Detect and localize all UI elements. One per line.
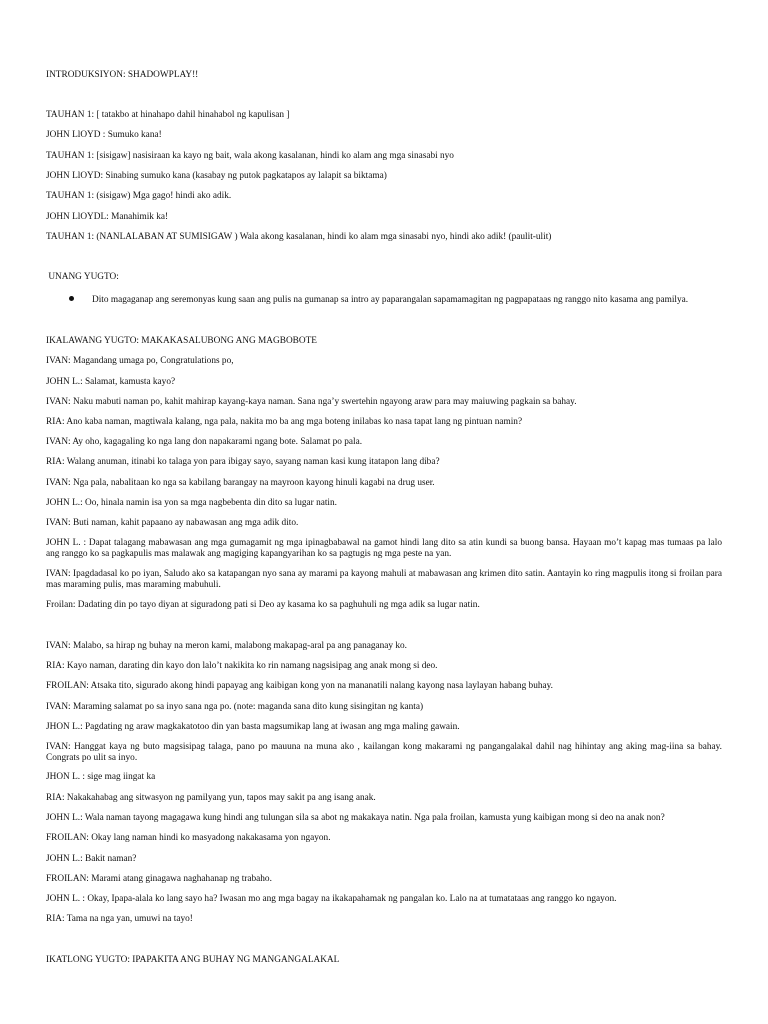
dialogue-line: JHON L.: Pagdating ng araw magkakatotoo din yan basta magsumikap lang at iwasan ang mga maling gawain. [46,722,460,732]
dialogue-line: IVAN: Magandang umaga po, Congratulations po, [46,356,234,366]
unang-heading: UNANG YUGTO: [46,272,119,282]
unang-bullet-text: Dito magaganap ang seremonyas kung saan ang pulis na gumanap sa intro ay paparangalan sapamamagitan ng pagpapataas ng ranggo nito kasama ang pamilya. [92,295,689,305]
dialogue-line: IVAN: Hanggat kaya ng buto magsisipag talaga, pano po mauuna na muna ako , kailangan kong makarami ng pangangalakal dahil nag hihintay ang aking mag-iina sa bahay. Congrats po ulit sa inyo. [46,742,722,763]
dialogue-line: TAUHAN 1: (sisigaw) Mga gago! hindi ako adik. [46,191,232,201]
dialogue-line: JOHN L.: Salamat, kamusta kayo? [46,377,176,387]
dialogue-line: TAUHAN 1: [sisigaw] nasisiraan ka kayo ng bait, wala akong kasalanan, hindi ko alam ang mga sinasabi nyo [46,151,454,161]
dialogue-line: JOHN L.: Wala naman tayong magagawa kung hindi ang tulungan sila sa abot ng makakaya natin. Nga pala froilan, kamusta yung kaibigan mong si deo na anak non? [46,813,665,823]
dialogue-line: RIA: Kayo naman, darating din kayo don lalo’t nakikita ko rin namang nagsisipag ang anak mong si deo. [46,661,438,671]
dialogue-line: IVAN: Ay oho, kagagaling ko nga lang don napakarami ngang bote. Salamat po pala. [46,437,363,447]
dialogue-line: Froilan: Dadating din po tayo diyan at siguradong pati si Deo ay kasama ko sa paghuhuli ng mga adik sa lugar natin. [46,600,480,610]
dialogue-line: TAUHAN 1: (NANLALABAN AT SUMISIGAW ) Wala akong kasalanan, hindi ko alam mga sinasabi nyo, hindi ako adik! (paulit-ulit) [46,232,552,242]
ikatlong-heading: IKATLONG YUGTO: IPAPAKITA ANG BUHAY NG MANGANGALAKAL [46,955,340,965]
dialogue-line: IVAN: Maraming salamat po sa inyo sana nga po. (note: maganda sana dito kung sisingitan ng kanta) [46,702,424,712]
intro-heading: INTRODUKSIYON: SHADOWPLAY!! [46,70,199,80]
dialogue-line: RIA: Nakakahabag ang sitwasyon ng pamilyang yun, tapos may sakit pa ang isang anak. [46,793,376,803]
dialogue-line: JOHN LlOYD : Sumuko kana! [46,130,162,140]
dialogue-line: IVAN: Malabo, sa hirap ng buhay na meron kami, malabong makapag-aral pa ang panaganay ko. [46,641,407,651]
dialogue-line: FROILAN: Marami atang ginagawa naghahanap ng trabaho. [46,874,272,884]
dialogue-line: FROILAN: Atsaka tito, sigurado akong hindi papayag ang kaibigan kong yon na mananatili nalang kayong nasa laylayan habang buhay. [46,681,553,691]
dialogue-line: IVAN: Nga pala, nabalitaan ko nga sa kabilang barangay na mayroon kayong hinuli kagabi na drug user. [46,478,435,488]
dialogue-line: IVAN: Ipagdadasal ko po iyan, Saludo ako sa katapangan nyo sana ay marami pa kayong mahuli at mabawasan ang krimen dito satin. Aantayin ko ring magpulis itong si froilan para mas maraming pulis, mas maraming mabuhuli. [46,569,722,590]
dialogue-line: TAUHAN 1: [ tatakbo at hinahapo dahil hinahabol ng kapulisan ] [46,110,290,120]
dialogue-line: JOHN L.: Oo, hinala namin isa yon sa mga nagbebenta din dito sa lugar natin. [46,498,337,508]
dialogue-line: JOHN L.: Bakit naman? [46,854,137,864]
dialogue-line: JOHN L. : Dapat talagang mabawasan ang mga gumagamit ng mga ipinagbabawal na gamot hindi lang dito sa atin kundi sa buong bansa. Hayaan mo’t kapag mas tumaas pa lalo ang ranggo ko sa pagkapulis mas malawak ang magiging kapangyarihan ko sa pagtugis ng mga peste na yan. [46,538,722,559]
ikalawang-heading: IKALAWANG YUGTO: MAKAKASALUBONG ANG MAGBOBOTE [46,336,317,346]
dialogue-line: JOHN LlOYD: Sinabing sumuko kana (kasabay ng putok pagkatapos ay lalapit sa biktama) [46,171,387,181]
dialogue-line: RIA: Ano kaba naman, magtiwala kalang, nga pala, nakita mo ba ang mga boteng inilabas ko nasa tapat lang ng pintuan namin? [46,417,523,427]
dialogue-line: IVAN: Buti naman, kahit papaano ay nabawasan ang mga adik dito. [46,518,299,528]
bullet-icon [69,296,74,301]
dialogue-line: FROILAN: Okay lang naman hindi ko masyadong nakakasama yon ngayon. [46,833,331,843]
dialogue-line: RIA: Tama na nga yan, umuwi na tayo! [46,914,193,924]
dialogue-line: JOHN LlOYDL: Manahimik ka! [46,212,169,222]
dialogue-line: JOHN L. : Okay, Ipapa-alala ko lang sayo ha? Iwasan mo ang mga bagay na ikakapahamak ng pangalan ko. Lalo na at tumatataas ang ranggo ko ngayon. [46,894,617,904]
dialogue-line: JHON L. : sige mag iingat ka [46,772,156,782]
dialogue-line: IVAN: Naku mabuti naman po, kahit mahirap kayang-kaya naman. Sana nga’y swertehin ngayong araw para may maiuwing pagkain sa bahay. [46,397,577,407]
dialogue-line: RIA: Walang anuman, itinabi ko talaga yon para ibigay sayo, sayang naman kasi kung itatapon lang diba? [46,457,440,467]
